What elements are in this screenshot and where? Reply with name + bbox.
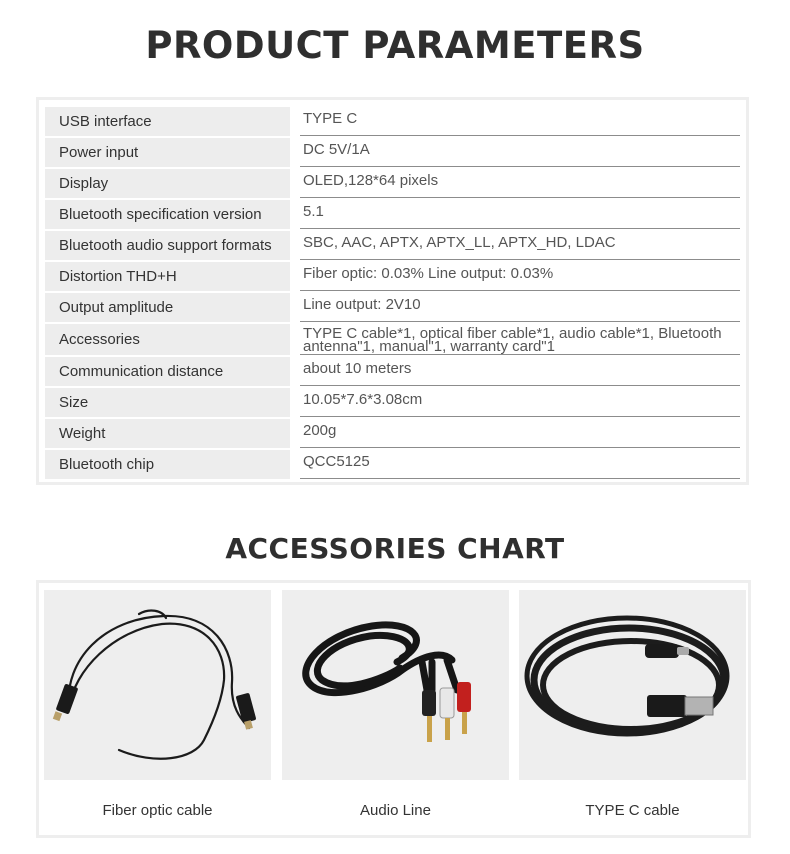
param-value: Line output: 2V10 bbox=[300, 293, 740, 322]
accessory-caption: Audio Line bbox=[360, 802, 431, 819]
accessory-caption: Fiber optic cable bbox=[102, 802, 213, 819]
param-value: Fiber optic: 0.03% Line output: 0.03% bbox=[300, 262, 740, 291]
accessory-type-c bbox=[519, 590, 746, 819]
accessories-panel bbox=[36, 580, 751, 838]
param-label: Output amplitude bbox=[45, 293, 290, 322]
parameters-table bbox=[36, 97, 749, 485]
rca-audio-cable-image bbox=[282, 590, 509, 780]
param-label: Accessories bbox=[45, 324, 290, 355]
param-value: 10.05*7.6*3.08cm bbox=[300, 388, 740, 417]
param-label: Size bbox=[45, 388, 290, 417]
param-label: Bluetooth audio support formats bbox=[45, 231, 290, 260]
accessory-fiber-optic bbox=[44, 590, 271, 819]
param-label: Distortion THD+H bbox=[45, 262, 290, 291]
param-value: about 10 meters bbox=[300, 357, 740, 386]
param-label: Power input bbox=[45, 138, 290, 167]
param-value: SBC, AAC, APTX, APTX_LL, APTX_HD, LDAC bbox=[300, 231, 740, 260]
param-value: DC 5V/1A bbox=[300, 138, 740, 167]
param-value: TYPE C cable*1, optical fiber cable*1, audio cable*1, Bluetooth antenna"1, manual"1, warranty card"1 bbox=[300, 324, 740, 355]
param-value: OLED,128*64 pixels bbox=[300, 169, 740, 198]
param-value: TYPE C bbox=[300, 107, 740, 136]
param-value: 5.1 bbox=[300, 200, 740, 229]
param-label: Display bbox=[45, 169, 290, 198]
accessory-audio-line bbox=[282, 590, 509, 819]
fiber-optic-cable-image bbox=[44, 590, 271, 780]
param-label: Communication distance bbox=[45, 357, 290, 386]
param-label: Bluetooth chip bbox=[45, 450, 290, 479]
accessories-chart-title: ACCESSORIES CHART bbox=[225, 532, 565, 565]
param-label: USB interface bbox=[45, 107, 290, 136]
param-label: Weight bbox=[45, 419, 290, 448]
accessory-caption: TYPE C cable bbox=[585, 802, 680, 819]
product-parameters-title: PRODUCT PARAMETERS bbox=[145, 24, 645, 67]
usb-type-c-cable-image bbox=[519, 590, 746, 780]
param-value: 200g bbox=[300, 419, 740, 448]
param-value: QCC5125 bbox=[300, 450, 740, 479]
param-label: Bluetooth specification version bbox=[45, 200, 290, 229]
